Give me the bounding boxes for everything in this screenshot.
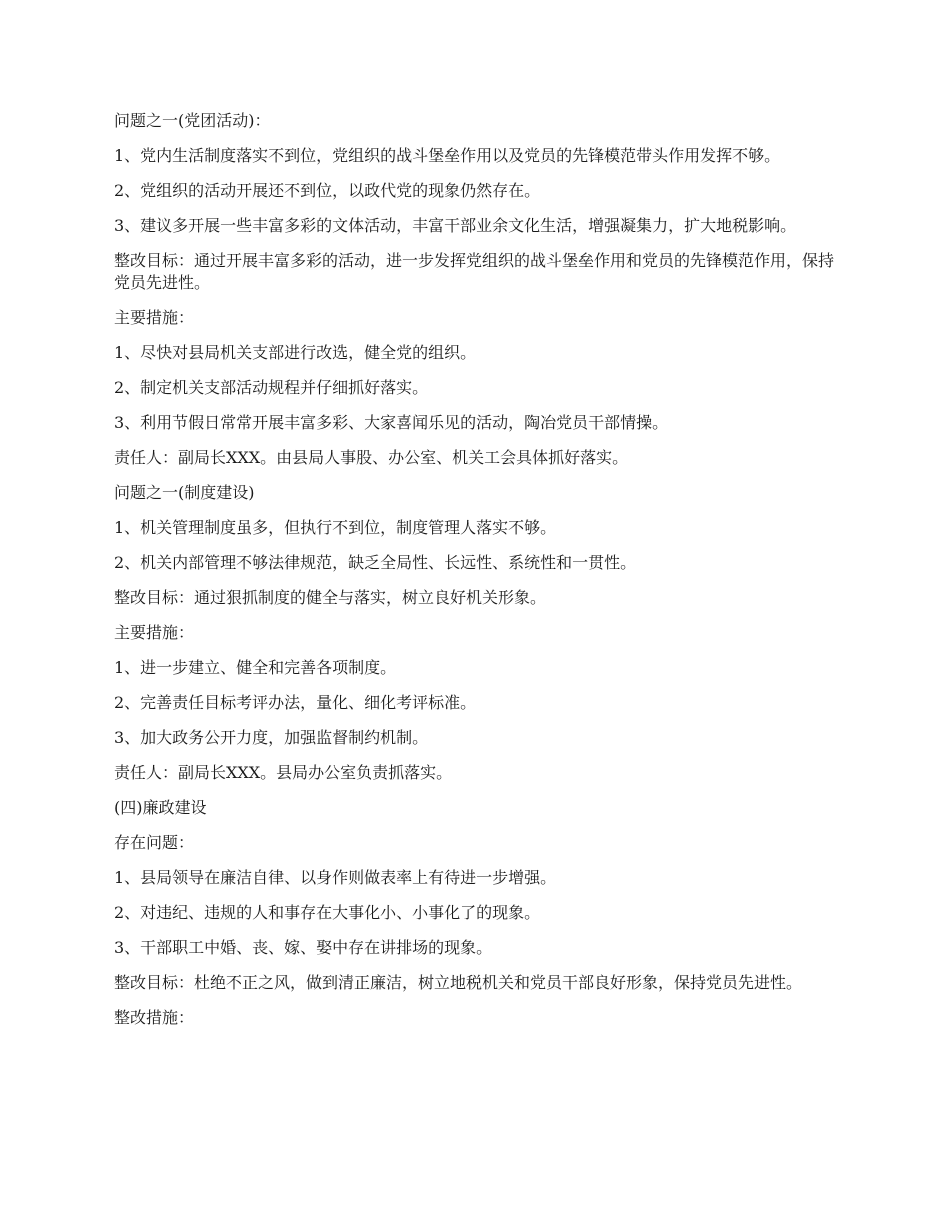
paragraph: 2、完善责任目标考评办法，量化、细化考评标准。 [114,693,477,712]
section-heading: (四)廉政建设 [114,798,207,817]
paragraph: 1、尽快对县局机关支部进行改选，健全党的组织。 [114,343,477,362]
subheading: 整改措施： [114,1008,195,1027]
paragraph: 1、党内生活制度落实不到位，党组织的战斗堡垒作用以及党员的先锋模范带头作用发挥不够。 [114,146,781,165]
paragraph: 3、加大政务公开力度，加强监督制约机制。 [114,728,429,747]
paragraph: 2、对违纪、违规的人和事存在大事化小、小事化了的现象。 [114,903,541,922]
paragraph: 整改目标：杜绝不正之风，做到清正廉洁，树立地税机关和党员干部良好形象，保持党员先进性。 [114,973,803,992]
paragraph: 1、县局领导在廉洁自律、以身作则做表率上有待进一步增强。 [114,868,557,887]
paragraph: 2、制定机关支部活动规程并仔细抓好落实。 [114,378,429,397]
paragraph: 3、利用节假日常常开展丰富多彩、大家喜闻乐见的活动，陶冶党员干部情操。 [114,413,669,432]
paragraph: 3、干部职工中婚、丧、嫁、娶中存在讲排场的现象。 [114,938,493,957]
paragraph: 整改目标：通过开展丰富多彩的活动，进一步发挥党组织的战斗堡垒作用和党员的先锋模范作用，保持党员先进性。 [114,251,835,292]
paragraph: 2、机关内部管理不够法律规范，缺乏全局性、长远性、系统性和一贯性。 [114,553,637,572]
section-heading: 问题之一(党团活动)： [114,111,271,130]
document-body [114,110,842,1042]
subheading: 存在问题： [114,833,195,852]
paragraph: 责任人：副局长XXX。县局办公室负责抓落实。 [114,763,453,782]
paragraph: 1、进一步建立、健全和完善各项制度。 [114,658,397,677]
paragraph: 整改目标：通过狠抓制度的健全与落实，树立良好机关形象。 [114,588,547,607]
subheading: 主要措施： [114,623,195,642]
paragraph: 责任人：副局长XXX。由县局人事股、办公室、机关工会具体抓好落实。 [114,448,629,467]
paragraph: 1、机关管理制度虽多，但执行不到位，制度管理人落实不够。 [114,518,557,537]
section-heading: 问题之一(制度建设) [114,483,255,502]
paragraph: 3、建议多开展一些丰富多彩的文体活动，丰富干部业余文化生活，增强凝集力，扩大地税影响。 [114,216,797,235]
paragraph: 2、党组织的活动开展还不到位，以政代党的现象仍然存在。 [114,181,541,200]
subheading: 主要措施： [114,308,195,327]
